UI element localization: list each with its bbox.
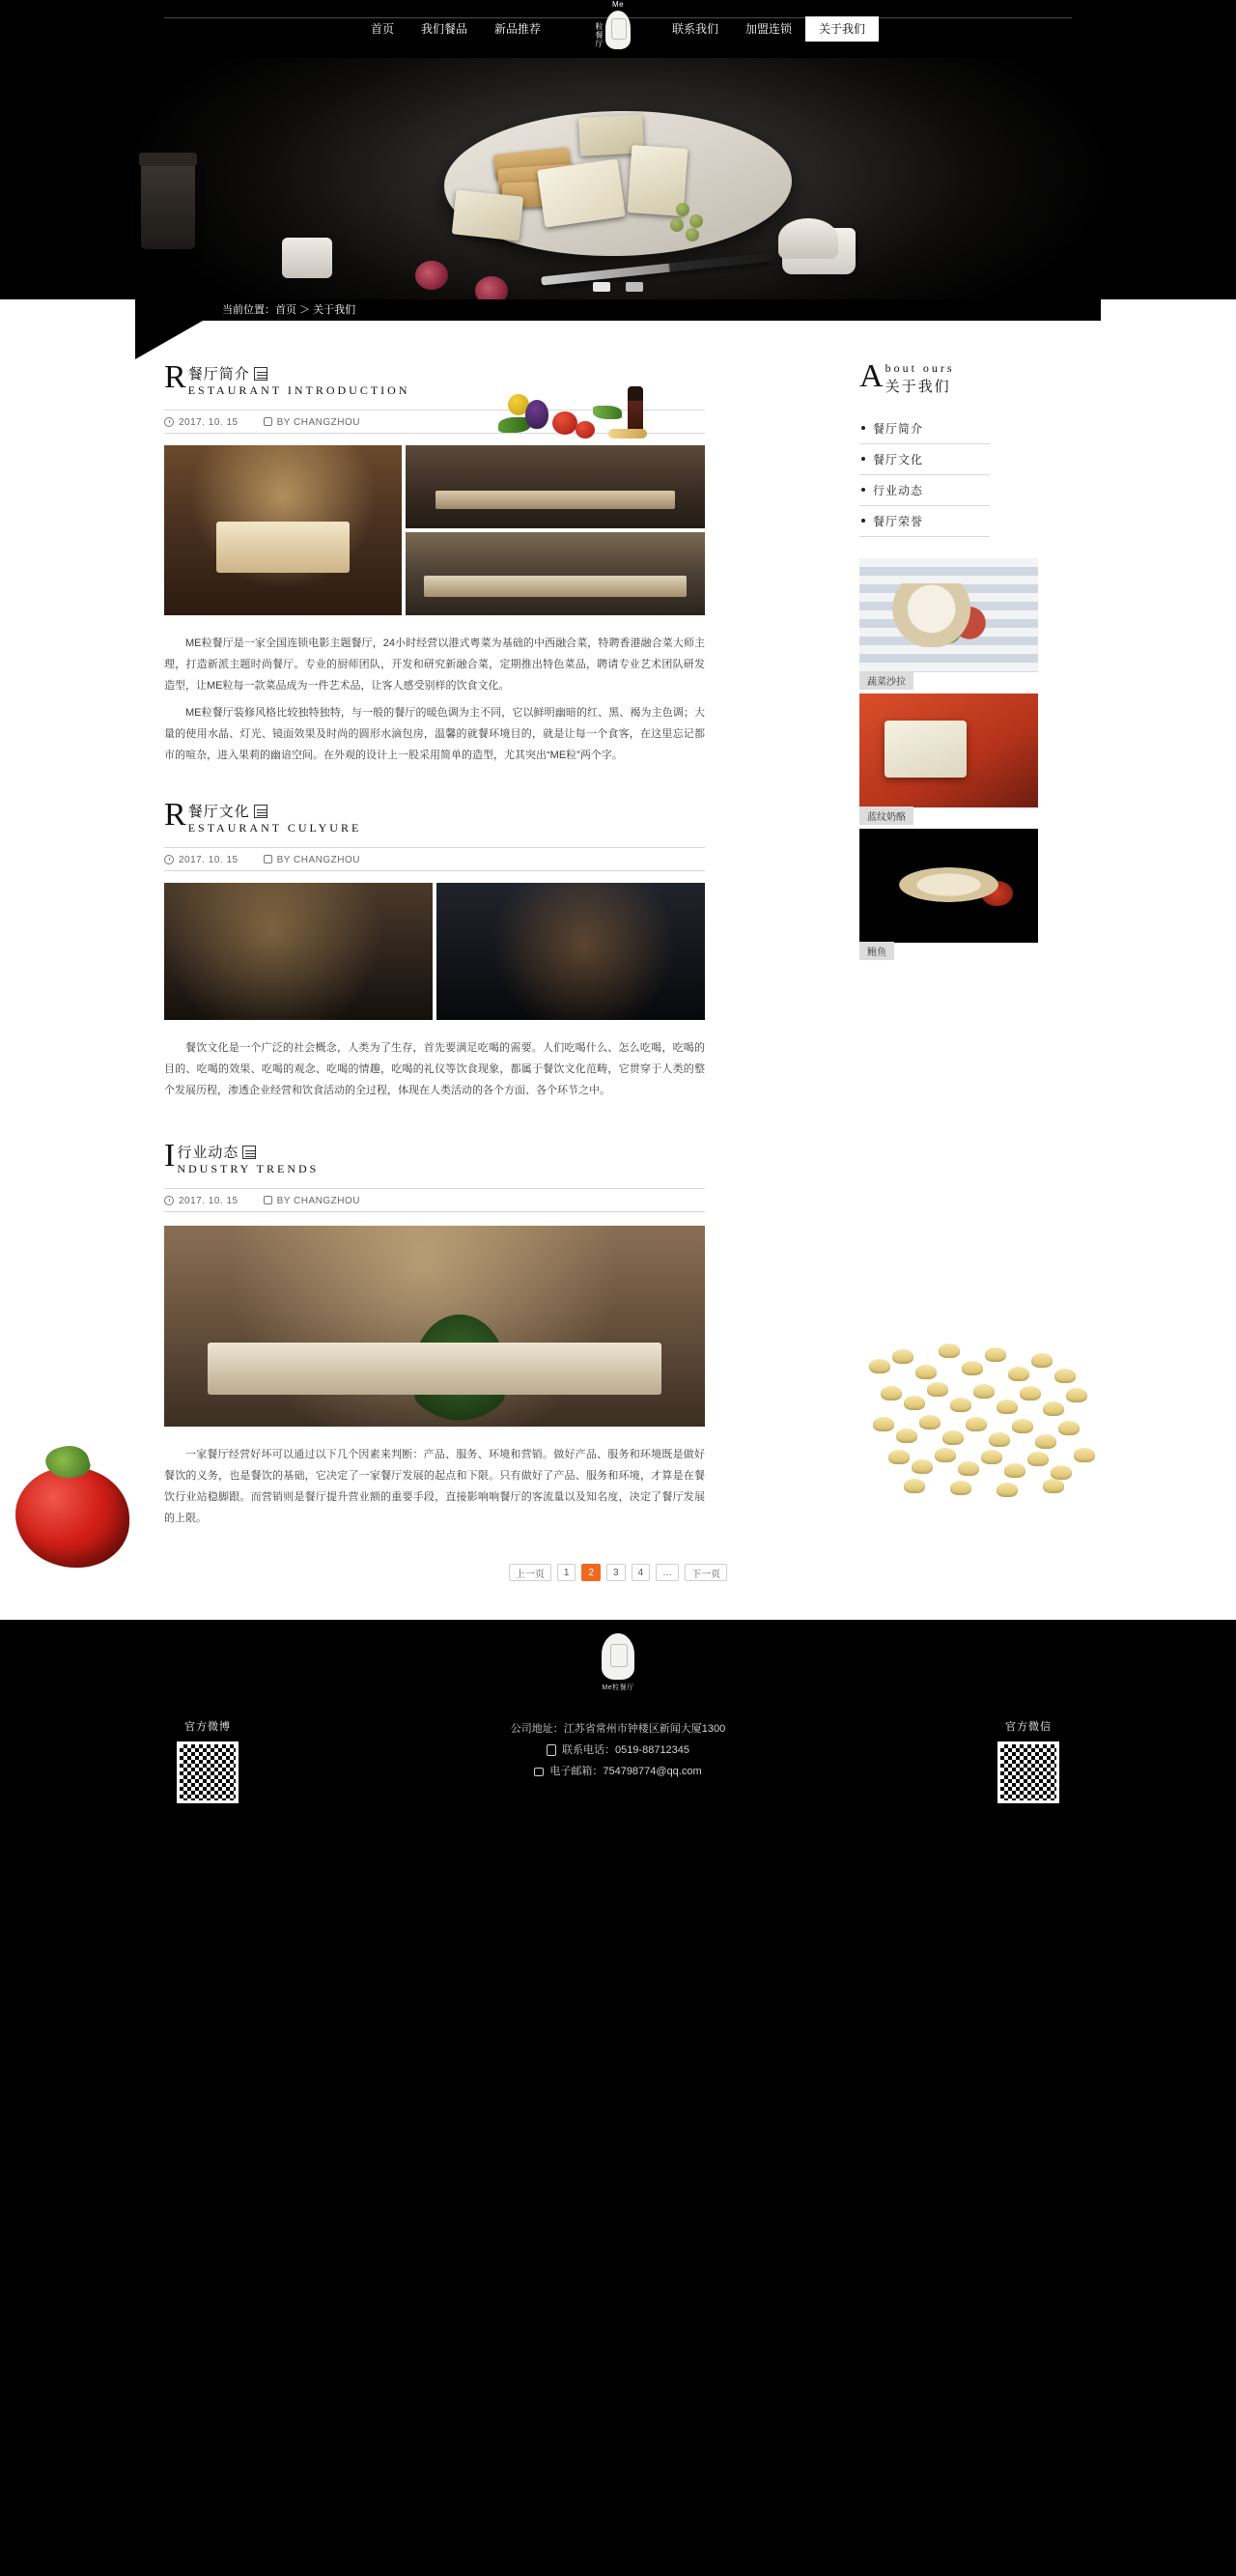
sidebar-menu[interactable]	[859, 413, 1101, 537]
footer-weixin-block	[956, 1718, 1101, 1803]
pagination-prev[interactable]: 上一页	[509, 1564, 551, 1581]
user-icon	[264, 855, 272, 863]
sidebar	[811, 336, 1101, 1529]
user-icon	[264, 1196, 272, 1204]
pagination-page-2-current[interactable]: 2	[581, 1564, 601, 1581]
pepper-body	[15, 1467, 129, 1568]
hero-jar	[141, 162, 195, 249]
footer-weibo-block	[135, 1718, 280, 1803]
section-heading	[164, 1140, 811, 1176]
pagination-next[interactable]: 下一页	[685, 1564, 727, 1581]
hero-fig	[415, 261, 448, 290]
nav-item-franchise[interactable]: 加盟连锁	[745, 22, 793, 36]
hero-knife	[541, 252, 772, 285]
section-meta	[164, 410, 705, 434]
pagination-page-4[interactable]: 4	[632, 1564, 651, 1581]
pagination[interactable]	[135, 1564, 1101, 1581]
section-gallery	[164, 445, 811, 615]
hero-pagination-dots[interactable]	[593, 282, 643, 292]
section-restaurant-introduction	[135, 361, 811, 766]
section-title-cn: 行业动态	[177, 1145, 239, 1161]
section-heading	[164, 799, 811, 835]
footer-contact-info	[280, 1718, 956, 1782]
gallery-photo-interior-2[interactable]	[406, 445, 705, 528]
footer-email: 电子邮箱：754798774@qq.com	[549, 1766, 702, 1777]
sidebar-item-introduction[interactable]: 餐厅简介	[859, 413, 990, 444]
sidebar-photo-caption: 蔬菜沙拉	[859, 671, 913, 690]
sidebar-item-honors[interactable]: 餐厅荣誉	[859, 506, 990, 537]
gallery-photo-dining-room[interactable]	[164, 1226, 705, 1427]
logo-mascot-icon	[595, 11, 631, 49]
sidebar-photo-caption: 鲍鱼	[859, 942, 894, 960]
section-title-en: ESTAURANT INTRODUCTION	[187, 383, 410, 397]
weibo-qr-code[interactable]	[177, 1741, 239, 1803]
section-heading	[164, 361, 811, 398]
nav-item-contact[interactable]: 联系我们	[672, 22, 719, 36]
hero-dot-1[interactable]	[593, 282, 610, 292]
nav-item-new-recommend[interactable]: 新品推荐	[493, 22, 541, 36]
gallery-photo-dining-dark[interactable]	[164, 883, 433, 1020]
sidebar-photo-abalone[interactable]	[859, 829, 1038, 958]
section-meta	[164, 1188, 705, 1212]
section-initial: R	[164, 797, 186, 833]
footer-address: 公司地址：江苏省常州市钟楼区新闻大厦1300	[510, 1723, 726, 1735]
section-author-wrap	[264, 416, 360, 428]
sidebar-photo-caption: 蓝纹奶酪	[859, 807, 913, 825]
sidebar-title-cn: 关于我们	[885, 379, 951, 395]
plant-decoration	[413, 1315, 506, 1427]
sidebar-photo-blue-cheese[interactable]	[859, 694, 1038, 823]
footer-email-line	[280, 1761, 956, 1782]
footer-content	[135, 1718, 1101, 1803]
section-author: BY CHANGZHOU	[276, 1195, 360, 1206]
section-author: BY CHANGZHOU	[276, 854, 360, 865]
sidebar-item-industry[interactable]: 行业动态	[859, 475, 990, 506]
hero-dot-2[interactable]	[626, 282, 643, 292]
section-author-wrap	[264, 854, 360, 865]
hero-grape	[676, 203, 689, 216]
sidebar-heading	[859, 358, 1101, 396]
footer-phone-line	[280, 1740, 956, 1761]
section-title-en: NDUSTRY TRENDS	[177, 1162, 320, 1175]
footer-address-line	[280, 1718, 956, 1740]
sidebar-item-culture[interactable]: 餐厅文化	[859, 444, 990, 475]
site-header	[0, 0, 1236, 58]
clock-icon	[164, 417, 174, 427]
breadcrumb-bar	[0, 299, 1236, 336]
section-author: BY CHANGZHOU	[276, 416, 360, 428]
hero-grape	[686, 228, 699, 241]
hero-ramekin	[778, 218, 838, 259]
pagination-ellipsis[interactable]: …	[656, 1564, 679, 1581]
breadcrumb-background	[135, 299, 1101, 321]
section-title-cn: 餐厅简介	[187, 366, 250, 382]
section-author-wrap	[264, 1195, 360, 1206]
weixin-qr-code[interactable]	[997, 1741, 1059, 1803]
gallery-photo-stack	[406, 445, 705, 615]
hero-banner	[0, 58, 1236, 299]
frame-doodle-icon	[254, 805, 267, 818]
nav-item-home[interactable]: 首页	[370, 22, 394, 36]
hero-grape	[689, 214, 703, 228]
gallery-photo-interior-3[interactable]	[406, 532, 705, 615]
section-date-wrap	[164, 853, 239, 865]
red-pepper-decoration	[8, 1440, 133, 1575]
footer-logo-label: Me粒餐厅	[602, 1684, 634, 1691]
sidebar-photo-salad[interactable]	[859, 558, 1038, 688]
gallery-photo-bar-dark[interactable]	[436, 883, 705, 1020]
footer-mascot-icon	[602, 1633, 634, 1680]
phone-icon	[547, 1744, 556, 1756]
nav-item-our-food[interactable]: 我们餐品	[420, 22, 467, 36]
site-footer	[0, 1620, 1236, 1832]
section-date: 2017. 10. 15	[179, 855, 239, 865]
logo-cn-text: 粒餐厅	[595, 22, 604, 48]
footer-weixin-title: 官方微信	[1005, 1721, 1052, 1733]
section-meta	[164, 847, 705, 871]
clock-icon	[164, 1196, 174, 1205]
mail-icon	[534, 1768, 544, 1776]
pen-doodle-icon	[242, 1146, 256, 1159]
hero-cup	[282, 238, 332, 278]
pepper-stem	[42, 1441, 93, 1485]
nav-item-about[interactable]: 关于我们	[805, 16, 879, 42]
logo-top-text: Me	[611, 0, 625, 9]
footer-weibo-title: 官方微博	[184, 1721, 231, 1733]
sidebar-initial: A	[859, 358, 884, 394]
section-date-wrap	[164, 415, 239, 428]
pagination-page-1[interactable]: 1	[557, 1564, 576, 1581]
pagination-page-3[interactable]: 3	[606, 1564, 626, 1581]
hero-fig	[475, 276, 508, 299]
section-title-en: ESTAURANT CULYURE	[187, 821, 362, 835]
hero-cheese	[537, 158, 626, 227]
section-title-cn: 餐厅文化	[187, 804, 250, 820]
menu-doodle-icon	[254, 367, 267, 381]
site-logo[interactable]	[585, 0, 651, 56]
section-date-wrap	[164, 1194, 239, 1206]
section-paragraph: ME粒餐厅是一家全国连锁电影主题餐厅，24小时经营以港式粤菜为基础的中西融合菜，特聘香港融合菜大师主理，打造新派主题时尚餐厅。专业的厨师团队，开发和研究新融合菜，定期推出特色菜品，聘请专业艺术团队研发造型，让ME粒每一款菜品成为一件艺术品，让客人感受别样的饮食文化。	[164, 637, 705, 692]
content-columns	[135, 336, 1101, 1529]
section-paragraph: ME粒餐厅装修风格比较独特独特，与一般的餐厅的暖色调为主不同，它以鲜明幽暗的红、黑、褐为主色调；大量的使用水晶、灯光、镜面效果及时尚的圆形水滴包房，温馨的就餐环境目的，就是让每一个食客，在这里忘记都市的喧杂，进入果莉的幽谙空间。在外观的设计上一股采用简单的造型，尤其突出“ME粒”两个字。	[164, 707, 705, 761]
main-column	[135, 336, 811, 1529]
breadcrumb: 当前位置：首页 ＞ 关于我们	[222, 304, 356, 316]
section-paragraph: 餐饮文化是一个广泛的社会概念，人类为了生存，首先要满足吃喝的需要。人们吃喝什么、怎么吃喝，吃喝的目的、吃喝的效果、吃喝的观念、吃喝的情趣，吃喝的礼仪等饮食现象，都属于餐饮文化范畴，它贯穿于人类的整个发展历程，渗透企业经营和饮食活动的全过程，体现在人类活动的各个方面、各个环节之中。	[164, 1042, 705, 1096]
page-content	[0, 299, 1236, 1620]
hero-cheese	[452, 189, 523, 241]
sidebar-title-en: bout ours	[885, 361, 955, 375]
section-gallery	[164, 883, 811, 1020]
footer-logo[interactable]	[596, 1633, 640, 1695]
section-date: 2017. 10. 15	[179, 417, 239, 428]
section-paragraph: 一家餐厅经营好坏可以通过以下几个因素来判断：产品、服务、环境和营销。做好产品、服务和环境既是做好餐饮的义务，也是餐饮的基础，它决定了一家餐厅发展的起点和下限。只有做好了产品、服务和环境，才算是在餐饮行业站稳脚跟。而营销则是餐厅提升营业额的重要手段，直接影响响餐厅的客流量以及知名度，决定了餐厅发展的上限。	[164, 1449, 705, 1524]
section-initial: I	[164, 1138, 176, 1174]
section-date: 2017. 10. 15	[179, 1196, 239, 1206]
clock-icon	[164, 855, 174, 864]
section-industry-trends	[135, 1140, 811, 1529]
gallery-photo-interior-main[interactable]	[164, 445, 402, 615]
section-initial: R	[164, 359, 186, 395]
section-restaurant-culture	[135, 799, 811, 1101]
user-icon	[264, 417, 272, 426]
hero-grape	[670, 218, 684, 232]
footer-phone: 联系电话：0519-88712345	[561, 1744, 690, 1756]
